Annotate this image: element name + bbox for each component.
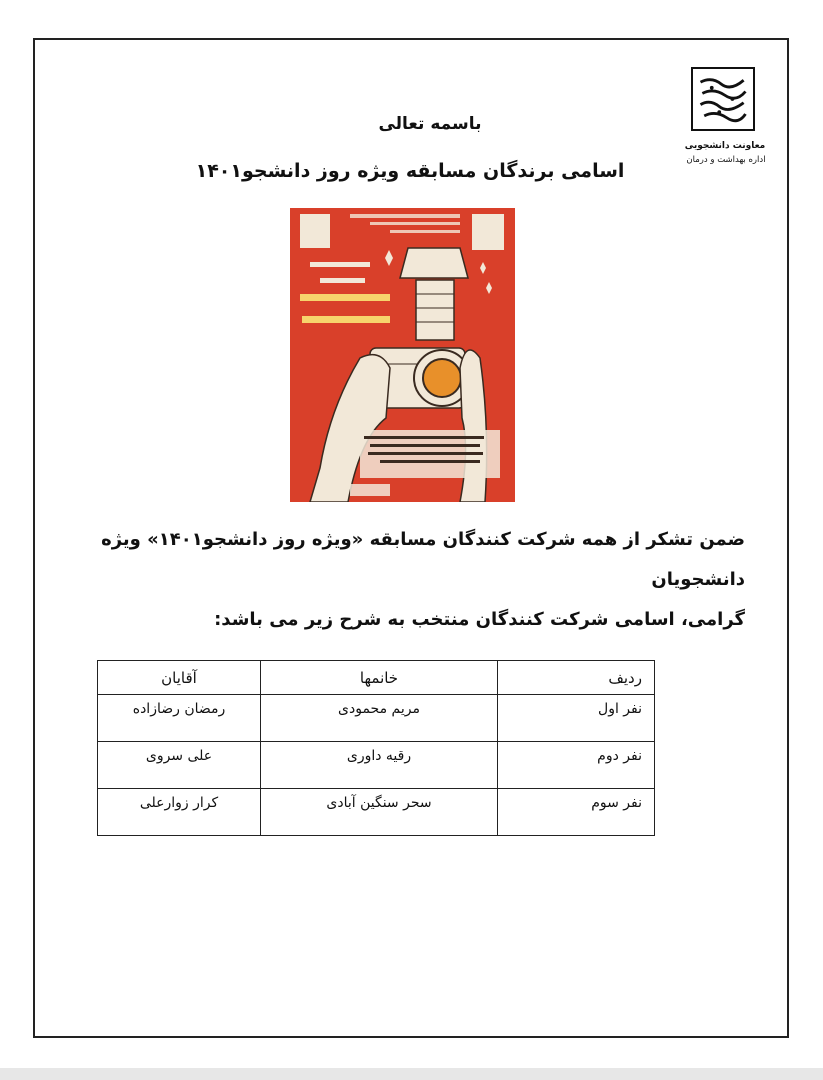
row-female: رقیه داوری [261,742,498,789]
row-rank: نفر دوم [498,742,655,789]
contest-poster-image [290,208,515,502]
row-rank: نفر اول [498,695,655,742]
university-logo [691,67,755,131]
row-male: علی سروی [98,742,261,789]
table-header-row [98,661,655,695]
org-line2: اداره بهداشت و درمان [686,155,766,165]
row-female: مریم محمودی [261,695,498,742]
table-row [98,742,655,789]
page-title: اسامی برندگان مسابقه ویژه روز دانشجو۱۴۰۱ [195,160,625,182]
row-male: رمضان رضازاده [98,695,261,742]
basmala: باسمه تعالی [378,114,482,134]
header-rank: ردیف [498,661,655,695]
winners-table [97,660,655,836]
intro-paragraph [80,520,745,640]
intro-line2: گرامی، اسامی شرکت کنندگان منتخب به شرح زیر می باشد: [214,609,745,630]
row-male: کرار زوارعلی [98,789,261,836]
table-row [98,789,655,836]
row-rank: نفر سوم [498,789,655,836]
org-line1: معاونت دانشجویی [684,141,766,151]
row-female: سحر سنگین آبادی [261,789,498,836]
header-male: آقایان [98,661,261,695]
table-row [98,695,655,742]
header-female: خانمها [261,661,498,695]
intro-line1: ضمن تشکر از همه شرکت کنندگان مسابقه «ویژه روز دانشجو۱۴۰۱» ویژه دانشجویان [101,529,745,590]
